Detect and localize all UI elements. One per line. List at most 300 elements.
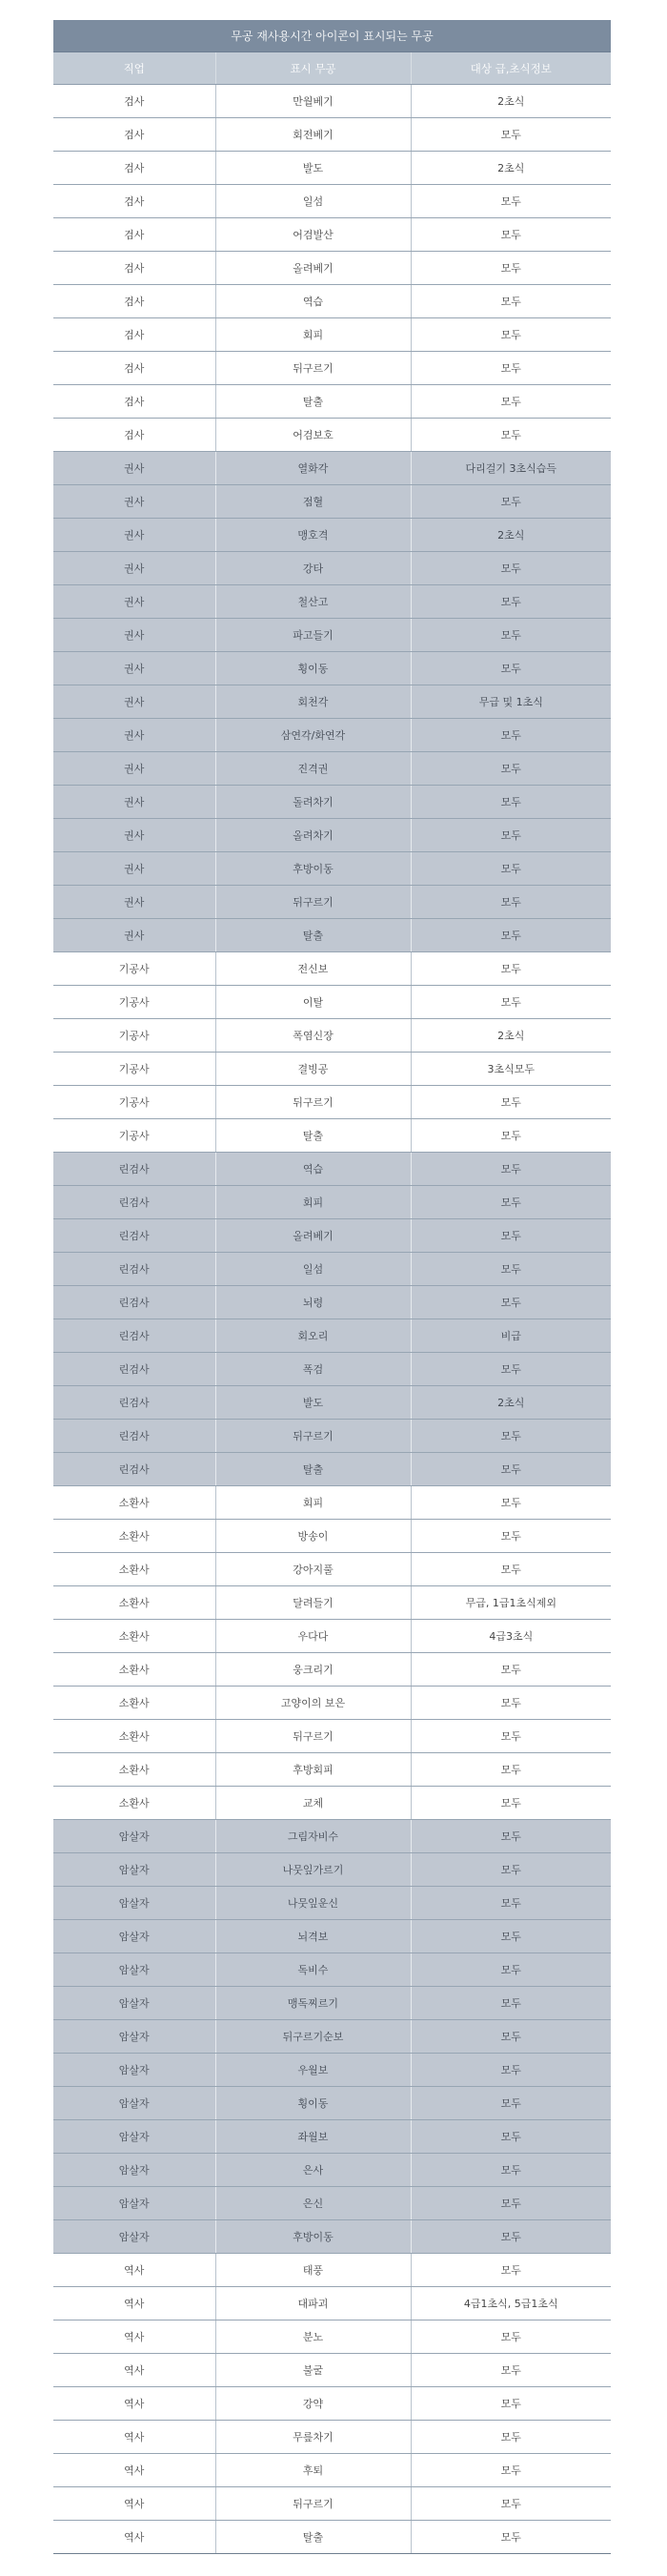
class-cell: 소환사 xyxy=(53,1620,215,1653)
table-row xyxy=(53,1253,611,1286)
skill-cell: 교체 xyxy=(215,1787,411,1820)
skill-cell: 역습 xyxy=(215,1153,411,1186)
class-cell: 역사 xyxy=(53,2487,215,2521)
info-cell: 3초식모두 xyxy=(411,1053,611,1086)
table-row xyxy=(53,1687,611,1720)
skill-cell: 역습 xyxy=(215,285,411,318)
class-cell: 린검사 xyxy=(53,1453,215,1486)
info-cell: 모두 xyxy=(411,2054,611,2087)
info-cell: 모두 xyxy=(411,1887,611,1920)
table-row xyxy=(53,752,611,786)
info-cell: 모두 xyxy=(411,2187,611,2220)
info-cell: 모두 xyxy=(411,852,611,886)
class-cell: 권사 xyxy=(53,786,215,819)
class-cell: 린검사 xyxy=(53,1253,215,1286)
info-cell: 모두 xyxy=(411,919,611,952)
skill-cooldown-table-container xyxy=(53,20,611,2554)
skill-cell: 만월베기 xyxy=(215,85,411,118)
skill-cell: 은신 xyxy=(215,2187,411,2220)
class-cell: 기공사 xyxy=(53,1019,215,1053)
skill-cell: 이탈 xyxy=(215,986,411,1019)
info-cell: 2초식 xyxy=(411,1019,611,1053)
table-row xyxy=(53,2020,611,2054)
skill-cell: 회전베기 xyxy=(215,118,411,152)
class-cell: 검사 xyxy=(53,385,215,419)
info-cell: 모두 xyxy=(411,652,611,685)
info-cell: 2초식 xyxy=(411,1386,611,1420)
info-cell: 모두 xyxy=(411,2220,611,2254)
table-row xyxy=(53,585,611,619)
info-cell: 모두 xyxy=(411,318,611,352)
info-cell: 모두 xyxy=(411,185,611,218)
info-cell: 모두 xyxy=(411,2154,611,2187)
class-cell: 소환사 xyxy=(53,1553,215,1586)
table-row xyxy=(53,1920,611,1953)
table-row xyxy=(53,318,611,352)
class-cell: 권사 xyxy=(53,652,215,685)
class-cell: 암살자 xyxy=(53,2020,215,2054)
skill-cell: 진격권 xyxy=(215,752,411,786)
class-cell: 기공사 xyxy=(53,1053,215,1086)
class-cell: 린검사 xyxy=(53,1286,215,1319)
class-cell: 소환사 xyxy=(53,1720,215,1753)
info-cell: 모두 xyxy=(411,2454,611,2487)
info-cell: 모두 xyxy=(411,2087,611,2120)
info-cell: 모두 xyxy=(411,1119,611,1153)
skill-cell: 횡이동 xyxy=(215,2087,411,2120)
table-row xyxy=(53,152,611,185)
class-cell: 린검사 xyxy=(53,1219,215,1253)
table-row xyxy=(53,1586,611,1620)
skill-cell: 좌월보 xyxy=(215,2120,411,2154)
info-cell: 모두 xyxy=(411,1953,611,1987)
skill-cell: 뒤구르기순보 xyxy=(215,2020,411,2054)
info-cell: 모두 xyxy=(411,1820,611,1853)
class-cell: 암살자 xyxy=(53,1820,215,1853)
info-cell: 모두 xyxy=(411,285,611,318)
skill-cell: 후퇴 xyxy=(215,2454,411,2487)
class-cell: 권사 xyxy=(53,819,215,852)
class-cell: 검사 xyxy=(53,285,215,318)
info-cell: 모두 xyxy=(411,1086,611,1119)
table-row xyxy=(53,1286,611,1319)
info-cell: 모두 xyxy=(411,1420,611,1453)
class-cell: 검사 xyxy=(53,152,215,185)
info-cell: 모두 xyxy=(411,2120,611,2154)
class-cell: 권사 xyxy=(53,919,215,952)
table-row xyxy=(53,786,611,819)
skill-cell: 뒤구르기 xyxy=(215,1086,411,1119)
skill-cell: 맹독찌르기 xyxy=(215,1987,411,2020)
class-cell: 역사 xyxy=(53,2254,215,2287)
class-cell: 암살자 xyxy=(53,2120,215,2154)
skill-cell: 뒤구르기 xyxy=(215,352,411,385)
info-cell: 모두 xyxy=(411,385,611,419)
info-cell: 모두 xyxy=(411,2387,611,2421)
table-row xyxy=(53,1420,611,1453)
class-cell: 권사 xyxy=(53,752,215,786)
table-row xyxy=(53,352,611,385)
table-caption: 무공 재사용시간 아이콘이 표시되는 무공 xyxy=(53,20,611,52)
skill-cell: 일섬 xyxy=(215,185,411,218)
table-row xyxy=(53,719,611,752)
skill-cell: 태풍 xyxy=(215,2254,411,2287)
table-row xyxy=(53,1019,611,1053)
skill-cell: 무릎차기 xyxy=(215,2421,411,2454)
info-cell: 2초식 xyxy=(411,85,611,118)
class-cell: 역사 xyxy=(53,2421,215,2454)
skill-cell: 회피 xyxy=(215,1186,411,1219)
table-row xyxy=(53,1353,611,1386)
table-row xyxy=(53,1720,611,1753)
info-cell: 4급1초식, 5급1초식 xyxy=(411,2287,611,2320)
info-cell: 모두 xyxy=(411,1987,611,2020)
table-row xyxy=(53,1887,611,1920)
table-row xyxy=(53,419,611,452)
table-body xyxy=(53,85,611,2554)
class-cell: 역사 xyxy=(53,2454,215,2487)
info-cell: 모두 xyxy=(411,2320,611,2354)
table-row xyxy=(53,118,611,152)
info-cell: 모두 xyxy=(411,1920,611,1953)
table-row xyxy=(53,485,611,519)
table-row xyxy=(53,1453,611,1486)
class-cell: 암살자 xyxy=(53,2087,215,2120)
class-cell: 역사 xyxy=(53,2521,215,2554)
table-row xyxy=(53,1386,611,1420)
class-cell: 암살자 xyxy=(53,2220,215,2254)
table-row xyxy=(53,852,611,886)
class-cell: 소환사 xyxy=(53,1486,215,1520)
skill-cell: 나뭇잎가르기 xyxy=(215,1853,411,1887)
skill-cell: 돌려차기 xyxy=(215,786,411,819)
skill-cell: 올려차기 xyxy=(215,819,411,852)
table-row xyxy=(53,1119,611,1153)
table-row xyxy=(53,2120,611,2154)
skill-cell: 탈출 xyxy=(215,385,411,419)
class-cell: 검사 xyxy=(53,352,215,385)
info-cell: 무급 및 1초식 xyxy=(411,685,611,719)
info-cell: 모두 xyxy=(411,1720,611,1753)
info-cell: 모두 xyxy=(411,585,611,619)
info-cell: 모두 xyxy=(411,786,611,819)
class-cell: 기공사 xyxy=(53,986,215,1019)
skill-cell: 발도 xyxy=(215,1386,411,1420)
info-cell: 모두 xyxy=(411,1286,611,1319)
info-cell: 모두 xyxy=(411,1653,611,1687)
table-row xyxy=(53,2254,611,2287)
info-cell: 모두 xyxy=(411,2487,611,2521)
skill-cell: 고양이의 보은 xyxy=(215,1687,411,1720)
skill-cell: 불굴 xyxy=(215,2354,411,2387)
table-row xyxy=(53,952,611,986)
table-row xyxy=(53,2287,611,2320)
table-row xyxy=(53,85,611,118)
class-cell: 권사 xyxy=(53,452,215,485)
class-cell: 역사 xyxy=(53,2320,215,2354)
table-row xyxy=(53,1620,611,1653)
table-row xyxy=(53,1820,611,1853)
class-cell: 소환사 xyxy=(53,1586,215,1620)
skill-cell: 어검보호 xyxy=(215,419,411,452)
info-cell: 모두 xyxy=(411,419,611,452)
info-cell: 모두 xyxy=(411,619,611,652)
class-cell: 검사 xyxy=(53,218,215,252)
skill-cell: 뒤구르기 xyxy=(215,2487,411,2521)
skill-cell: 방송이 xyxy=(215,1520,411,1553)
class-cell: 암살자 xyxy=(53,1887,215,1920)
class-cell: 권사 xyxy=(53,852,215,886)
info-cell: 모두 xyxy=(411,886,611,919)
table-row xyxy=(53,819,611,852)
info-cell: 모두 xyxy=(411,1253,611,1286)
class-cell: 권사 xyxy=(53,886,215,919)
skill-cell: 횡이동 xyxy=(215,652,411,685)
class-cell: 권사 xyxy=(53,719,215,752)
table-row xyxy=(53,218,611,252)
skill-cell: 후방이동 xyxy=(215,852,411,886)
skill-cell: 폭염신장 xyxy=(215,1019,411,1053)
skill-cell: 회오리 xyxy=(215,1319,411,1353)
skill-cell: 올려베기 xyxy=(215,252,411,285)
class-cell: 권사 xyxy=(53,685,215,719)
skill-cell: 열화각 xyxy=(215,452,411,485)
skill-cell: 강약 xyxy=(215,2387,411,2421)
table-row xyxy=(53,1486,611,1520)
table-row xyxy=(53,986,611,1019)
table-row xyxy=(53,2187,611,2220)
info-cell: 모두 xyxy=(411,1453,611,1486)
skill-cell: 뇌령 xyxy=(215,1286,411,1319)
table-row xyxy=(53,2387,611,2421)
header-info: 대상 급,초식정보 xyxy=(411,52,611,85)
table-row xyxy=(53,652,611,685)
skill-cell: 폭검 xyxy=(215,1353,411,1386)
skill-cell: 뒤구르기 xyxy=(215,886,411,919)
skill-cell: 탈출 xyxy=(215,919,411,952)
table-row xyxy=(53,685,611,719)
table-row xyxy=(53,919,611,952)
class-cell: 암살자 xyxy=(53,2154,215,2187)
class-cell: 역사 xyxy=(53,2287,215,2320)
class-cell: 검사 xyxy=(53,318,215,352)
info-cell: 4급3초식 xyxy=(411,1620,611,1653)
info-cell: 모두 xyxy=(411,1153,611,1186)
info-cell: 모두 xyxy=(411,1186,611,1219)
skill-cell: 탈출 xyxy=(215,1453,411,1486)
table-row xyxy=(53,1553,611,1586)
class-cell: 암살자 xyxy=(53,1920,215,1953)
skill-cell: 후방회피 xyxy=(215,1753,411,1787)
skill-cell: 맹호격 xyxy=(215,519,411,552)
table-row xyxy=(53,252,611,285)
skill-cell: 탈출 xyxy=(215,1119,411,1153)
table-row xyxy=(53,1186,611,1219)
table-header-row xyxy=(53,52,611,85)
skill-cell: 우다다 xyxy=(215,1620,411,1653)
class-cell: 암살자 xyxy=(53,1987,215,2020)
info-cell: 모두 xyxy=(411,1520,611,1553)
table-row xyxy=(53,2087,611,2120)
class-cell: 린검사 xyxy=(53,1153,215,1186)
table-row xyxy=(53,1319,611,1353)
table-row xyxy=(53,2220,611,2254)
info-cell: 모두 xyxy=(411,218,611,252)
skill-cell: 강아지풀 xyxy=(215,1553,411,1586)
skill-cell: 우월보 xyxy=(215,2054,411,2087)
class-cell: 암살자 xyxy=(53,1853,215,1887)
table-row xyxy=(53,552,611,585)
class-cell: 린검사 xyxy=(53,1420,215,1453)
class-cell: 소환사 xyxy=(53,1687,215,1720)
table-row xyxy=(53,1953,611,1987)
skill-cell: 회피 xyxy=(215,318,411,352)
skill-cell: 일섬 xyxy=(215,1253,411,1286)
info-cell: 모두 xyxy=(411,752,611,786)
table-row xyxy=(53,2421,611,2454)
class-cell: 린검사 xyxy=(53,1186,215,1219)
table-row xyxy=(53,1653,611,1687)
info-cell: 모두 xyxy=(411,819,611,852)
skill-cell: 철산고 xyxy=(215,585,411,619)
info-cell: 모두 xyxy=(411,1753,611,1787)
info-cell: 모두 xyxy=(411,2354,611,2387)
info-cell: 모두 xyxy=(411,2521,611,2554)
table-row xyxy=(53,1053,611,1086)
class-cell: 암살자 xyxy=(53,2054,215,2087)
class-cell: 기공사 xyxy=(53,1086,215,1119)
skill-cell: 탈출 xyxy=(215,2521,411,2554)
info-cell: 모두 xyxy=(411,552,611,585)
info-cell: 모두 xyxy=(411,986,611,1019)
table-row xyxy=(53,2054,611,2087)
table-row xyxy=(53,619,611,652)
skill-cell: 은사 xyxy=(215,2154,411,2187)
table-row xyxy=(53,2154,611,2187)
skill-cell: 대파괴 xyxy=(215,2287,411,2320)
info-cell: 모두 xyxy=(411,1219,611,1253)
table-row xyxy=(53,1987,611,2020)
table-row xyxy=(53,1787,611,1820)
class-cell: 기공사 xyxy=(53,1119,215,1153)
info-cell: 모두 xyxy=(411,252,611,285)
class-cell: 검사 xyxy=(53,419,215,452)
table-row xyxy=(53,285,611,318)
skill-cell: 달려들기 xyxy=(215,1586,411,1620)
skill-cell: 회천각 xyxy=(215,685,411,719)
skill-cell: 뒤구르기 xyxy=(215,1420,411,1453)
skill-cell: 발도 xyxy=(215,152,411,185)
info-cell: 모두 xyxy=(411,2421,611,2454)
table-row xyxy=(53,2487,611,2521)
info-cell: 모두 xyxy=(411,719,611,752)
info-cell: 2초식 xyxy=(411,519,611,552)
skill-cell: 후방이동 xyxy=(215,2220,411,2254)
info-cell: 모두 xyxy=(411,485,611,519)
info-cell: 비급 xyxy=(411,1319,611,1353)
class-cell: 권사 xyxy=(53,519,215,552)
class-cell: 역사 xyxy=(53,2354,215,2387)
table-row xyxy=(53,1153,611,1186)
skill-cell: 독비수 xyxy=(215,1953,411,1987)
skill-cell: 어검발산 xyxy=(215,218,411,252)
info-cell: 모두 xyxy=(411,1353,611,1386)
table-row xyxy=(53,2454,611,2487)
info-cell: 모두 xyxy=(411,1853,611,1887)
class-cell: 권사 xyxy=(53,485,215,519)
info-cell: 모두 xyxy=(411,952,611,986)
header-class: 직업 xyxy=(53,52,215,85)
info-cell: 다리걸기 3초식습득 xyxy=(411,452,611,485)
class-cell: 권사 xyxy=(53,585,215,619)
skill-cooldown-table xyxy=(53,20,611,2554)
info-cell: 모두 xyxy=(411,2020,611,2054)
skill-cell: 웅크리기 xyxy=(215,1653,411,1687)
skill-cell: 뇌격보 xyxy=(215,1920,411,1953)
info-cell: 모두 xyxy=(411,1553,611,1586)
class-cell: 암살자 xyxy=(53,1953,215,1987)
header-skill: 표시 무공 xyxy=(215,52,411,85)
info-cell: 2초식 xyxy=(411,152,611,185)
table-row xyxy=(53,1520,611,1553)
skill-cell: 점혈 xyxy=(215,485,411,519)
table-row xyxy=(53,1753,611,1787)
info-cell: 모두 xyxy=(411,1687,611,1720)
table-row xyxy=(53,2320,611,2354)
class-cell: 린검사 xyxy=(53,1386,215,1420)
class-cell: 검사 xyxy=(53,185,215,218)
skill-cell: 회피 xyxy=(215,1486,411,1520)
table-row xyxy=(53,1086,611,1119)
table-row xyxy=(53,2354,611,2387)
class-cell: 권사 xyxy=(53,619,215,652)
info-cell: 모두 xyxy=(411,352,611,385)
class-cell: 소환사 xyxy=(53,1653,215,1687)
class-cell: 소환사 xyxy=(53,1753,215,1787)
skill-cell: 그림자비수 xyxy=(215,1820,411,1853)
skill-cell: 강타 xyxy=(215,552,411,585)
skill-cell: 뒤구르기 xyxy=(215,1720,411,1753)
table-row xyxy=(53,519,611,552)
skill-cell: 올려베기 xyxy=(215,1219,411,1253)
table-row xyxy=(53,886,611,919)
skill-cell: 분노 xyxy=(215,2320,411,2354)
class-cell: 검사 xyxy=(53,252,215,285)
class-cell: 기공사 xyxy=(53,952,215,986)
info-cell: 모두 xyxy=(411,118,611,152)
class-cell: 검사 xyxy=(53,85,215,118)
class-cell: 린검사 xyxy=(53,1353,215,1386)
class-cell: 소환사 xyxy=(53,1787,215,1820)
class-cell: 소환사 xyxy=(53,1520,215,1553)
skill-cell: 결빙공 xyxy=(215,1053,411,1086)
table-row xyxy=(53,385,611,419)
class-cell: 검사 xyxy=(53,118,215,152)
class-cell: 역사 xyxy=(53,2387,215,2421)
skill-cell: 전신보 xyxy=(215,952,411,986)
info-cell: 무급, 1급1초식제외 xyxy=(411,1586,611,1620)
table-row xyxy=(53,1853,611,1887)
class-cell: 암살자 xyxy=(53,2187,215,2220)
table-row xyxy=(53,452,611,485)
class-cell: 권사 xyxy=(53,552,215,585)
skill-cell: 삼연각/화연각 xyxy=(215,719,411,752)
table-row xyxy=(53,2521,611,2554)
table-row xyxy=(53,1219,611,1253)
table-row xyxy=(53,185,611,218)
skill-cell: 나뭇잎운신 xyxy=(215,1887,411,1920)
info-cell: 모두 xyxy=(411,2254,611,2287)
